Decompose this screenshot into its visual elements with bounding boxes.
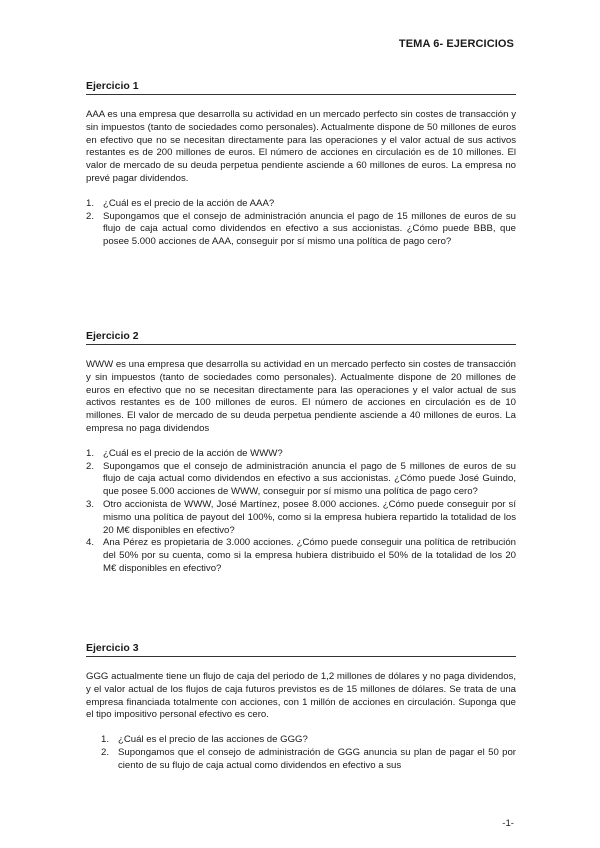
exercise-title: Ejercicio 3 (86, 642, 516, 657)
exercise-2 (86, 330, 516, 576)
question-text: Supongamos que el consejo de administración anuncia el pago de 5 millones de euros de su flujo de caja actual como dividendos en efectivo a sus accionistas. ¿Cómo puede José Guindo, que posee 5.000 acciones de WWW, conseguir por sí mismo una política de pago cero? (103, 460, 516, 498)
question-list (86, 734, 516, 772)
question-item (86, 734, 516, 747)
question-text: Ana Pérez es propietaria de 3.000 acciones. ¿Cómo puede conseguir una política de retribución del 50% por su cuenta, como si la empresa hubiera distribuido el 50% de la totalidad de los 20 M€ disponibles en efectivo? (103, 537, 516, 574)
question-text: Supongamos que el consejo de administración anuncia el pago de 15 millones de euros de su flujo de caja actual como dividendos en efectivo a sus accionistas. ¿Cómo puede BBB, que posee 5.000 acciones de AAA, conseguir por sí mismo una política de pago cero? (103, 210, 516, 248)
question-text: ¿Cuál es el precio de la acción de WWW? (103, 447, 283, 459)
question-number: 2. (86, 210, 95, 222)
question-list (86, 198, 516, 249)
question-number: 4. (86, 537, 95, 549)
exercise-title: Ejercicio 1 (86, 80, 516, 95)
question-text: Supongamos que el consejo de administración de GGG anuncia su plan de pagar el 50 por ciento de su flujo de caja actual como dividendos en efectivo a sus (118, 746, 516, 771)
question-text: ¿Cuál es el precio de la acción de AAA? (103, 197, 275, 209)
exercise-statement: GGG actualmente tiene un flujo de caja del periodo de 1,2 millones de dólares y no paga dividendos, y el valor actual de los flujos de caja futuros previstos es de 15 millones de dólares. Se trata de una empresa financiada totalmente con acciones, con 1 millón de acciones en circulación. Suponga que el tipo impositivo personal efectivo es cero. (86, 671, 516, 721)
question-item (86, 211, 516, 249)
question-number: 3. (86, 498, 95, 510)
question-number: 2. (86, 460, 95, 472)
question-number: 1. (86, 197, 95, 209)
page-header-title: TEMA 6- EJERCICIOS (398, 38, 514, 50)
question-item (86, 448, 516, 461)
question-item (86, 461, 516, 499)
exercise-1 (86, 80, 516, 249)
question-number: 1. (86, 447, 95, 459)
question-text: Otro accionista de WWW, José Martínez, posee 8.000 acciones. ¿Cómo puede conseguir por sí mismo una política de payout del 100%, como si la empresa hubiera repartido la totalidad de los 20 M€ disponibles en efectivo? (103, 498, 516, 536)
question-number: 1. (101, 734, 110, 746)
question-number: 2. (101, 746, 110, 758)
question-item (86, 537, 516, 575)
exercise-title: Ejercicio 2 (86, 330, 516, 345)
question-item (86, 747, 516, 773)
question-item (86, 499, 516, 537)
question-text: ¿Cuál es el precio de las acciones de GGG? (118, 734, 308, 746)
exercise-statement: WWW es una empresa que desarrolla su actividad en un mercado perfecto sin costes de transacción y sin impuestos (tanto de sociedades como personales). Actualmente dispone de 20 millones de euros en efectivo que no se necesitan directamente para las operaciones y el valor actual de sus activos restantes es de 100 millones de euros. El número de acciones en circulación es de 10 millones. El valor de mercado de su deuda perpetua pendiente asciende a 40 millones de euros. La empresa no paga dividendos (86, 359, 516, 434)
exercise-3 (86, 642, 516, 773)
exercise-statement: AAA es una empresa que desarrolla su actividad en un mercado perfecto sin costes de transacción y sin impuestos (tanto de sociedades como personales). Actualmente dispone de 50 millones de euros en efectivo que no se necesitan directamente para las operaciones y el valor actual de sus activos restantes es de 200 millones de euros. El número de acciones en circulación es de 10 millones. El valor de mercado de su deuda perpetua pendiente asciende a 60 millones de euros. La empresa no prevé pagar dividendos. (86, 109, 516, 184)
question-item (86, 198, 516, 211)
question-list (86, 448, 516, 576)
page-number: -1- (502, 818, 514, 829)
